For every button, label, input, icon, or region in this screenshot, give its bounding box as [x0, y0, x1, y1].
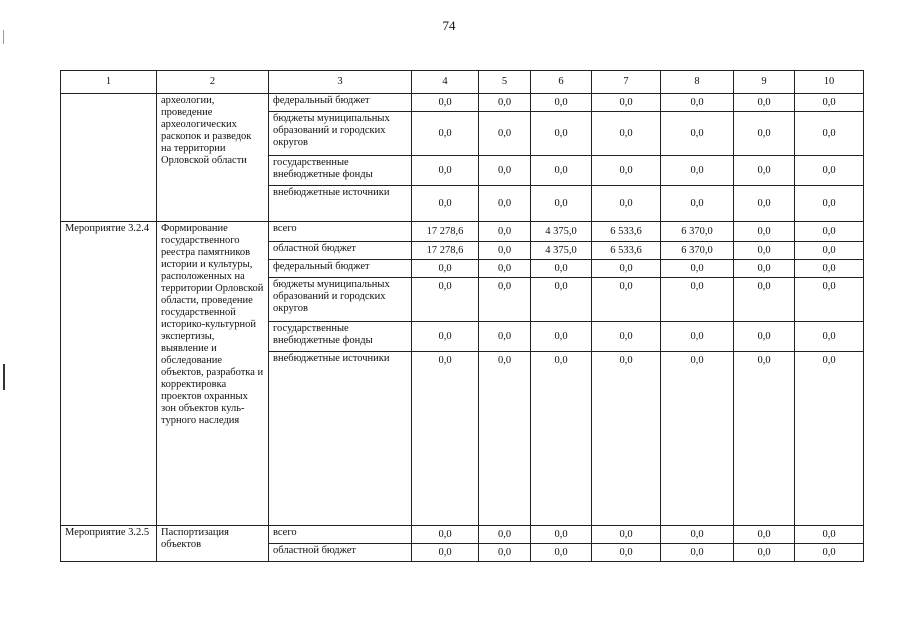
funding-source: федеральный бюджет: [269, 260, 412, 278]
activity-code-cell: [61, 526, 157, 562]
amount-cell: 0,0: [734, 544, 795, 562]
activity-name: археологии, проведение археологических раскопок и разведок на территории Орловской области: [161, 95, 252, 166]
amount-cell: 0,0: [592, 156, 661, 186]
amount-cell: 0,0: [795, 526, 864, 544]
scan-edge-mark: [3, 30, 4, 44]
budget-table: [60, 70, 864, 562]
amount-cell: 0,0: [531, 526, 592, 544]
amount-cell: 0,0: [734, 352, 795, 526]
table-row: [61, 222, 864, 242]
amount-cell: 0,0: [734, 260, 795, 278]
amount-cell: 0,0: [661, 260, 734, 278]
amount-cell: 0,0: [795, 222, 864, 242]
activity-code-cell: [61, 94, 157, 222]
amount-cell: 0,0: [479, 222, 531, 242]
amount-cell: 0,0: [479, 352, 531, 526]
activity-code: Мероприятие 3.2.4: [65, 223, 150, 234]
amount-cell: 0,0: [592, 278, 661, 322]
amount-cell: 0,0: [592, 526, 661, 544]
amount-cell: 0,0: [661, 278, 734, 322]
amount-cell: 0,0: [412, 544, 479, 562]
amount-cell: 0,0: [479, 186, 531, 222]
column-header: 1: [61, 71, 157, 94]
amount-cell: 6 533,6: [592, 242, 661, 260]
amount-cell: 0,0: [592, 352, 661, 526]
amount-cell: 0,0: [531, 278, 592, 322]
amount-cell: 0,0: [412, 352, 479, 526]
amount-cell: 0,0: [412, 94, 479, 112]
column-header: 10: [795, 71, 864, 94]
table-row: [61, 94, 864, 112]
scan-edge-mark: [3, 364, 5, 390]
funding-source: государственные внебюджетные фонды: [269, 156, 412, 186]
amount-cell: 0,0: [661, 544, 734, 562]
amount-cell: 0,0: [531, 544, 592, 562]
amount-cell: 0,0: [734, 156, 795, 186]
amount-cell: 0,0: [734, 112, 795, 156]
amount-cell: 0,0: [412, 186, 479, 222]
amount-cell: 0,0: [531, 94, 592, 112]
amount-cell: 0,0: [479, 260, 531, 278]
amount-cell: 0,0: [479, 242, 531, 260]
amount-cell: 0,0: [734, 222, 795, 242]
amount-cell: 0,0: [795, 322, 864, 352]
funding-source: всего: [269, 526, 412, 544]
amount-cell: 0,0: [479, 156, 531, 186]
amount-cell: 0,0: [592, 94, 661, 112]
amount-cell: 0,0: [412, 260, 479, 278]
amount-cell: 0,0: [412, 112, 479, 156]
activity-name-cell: [157, 526, 269, 562]
amount-cell: 0,0: [795, 112, 864, 156]
amount-cell: 0,0: [531, 352, 592, 526]
funding-source: бюджеты муниципальных образований и городских округов: [269, 278, 412, 322]
amount-cell: 0,0: [795, 156, 864, 186]
amount-cell: 0,0: [479, 526, 531, 544]
activity-code: Мероприятие 3.2.5: [65, 527, 150, 538]
amount-cell: 0,0: [661, 526, 734, 544]
activity-name: Паспортизация объектов: [161, 527, 229, 550]
amount-cell: 0,0: [592, 544, 661, 562]
amount-cell: 0,0: [795, 186, 864, 222]
amount-cell: 0,0: [734, 322, 795, 352]
amount-cell: 0,0: [531, 112, 592, 156]
funding-source: федеральный бюджет: [269, 94, 412, 112]
amount-cell: 0,0: [661, 186, 734, 222]
amount-cell: 6 533,6: [592, 222, 661, 242]
column-header: 7: [592, 71, 661, 94]
activity-name: Формирование государственного реестра памятников истории и культуры, расположенных на территории Орловской области, проведение государственной историко-культурной экспертизы, выявление и обследование объектов, разработка и корректировка проектов охранных зон объектов куль-турного наследия: [161, 223, 264, 426]
amount-cell: 0,0: [661, 352, 734, 526]
funding-source: внебюджетные источники: [269, 186, 412, 222]
amount-cell: 0,0: [479, 322, 531, 352]
amount-cell: 0,0: [412, 278, 479, 322]
amount-cell: 0,0: [661, 112, 734, 156]
amount-cell: 0,0: [734, 242, 795, 260]
column-header: 8: [661, 71, 734, 94]
amount-cell: 0,0: [479, 544, 531, 562]
amount-cell: 6 370,0: [661, 222, 734, 242]
amount-cell: 0,0: [734, 278, 795, 322]
column-header: 6: [531, 71, 592, 94]
activity-name-cell: [157, 222, 269, 526]
funding-source: областной бюджет: [269, 242, 412, 260]
amount-cell: 0,0: [412, 526, 479, 544]
amount-cell: 4 375,0: [531, 242, 592, 260]
amount-cell: 0,0: [592, 112, 661, 156]
header-row: [61, 71, 864, 94]
funding-source: областной бюджет: [269, 544, 412, 562]
amount-cell: 0,0: [592, 322, 661, 352]
amount-cell: 17 278,6: [412, 242, 479, 260]
amount-cell: 0,0: [795, 94, 864, 112]
amount-cell: 0,0: [734, 526, 795, 544]
amount-cell: 0,0: [795, 242, 864, 260]
amount-cell: 0,0: [795, 544, 864, 562]
amount-cell: 0,0: [661, 156, 734, 186]
amount-cell: 4 375,0: [531, 222, 592, 242]
amount-cell: 0,0: [479, 94, 531, 112]
amount-cell: 0,0: [592, 260, 661, 278]
amount-cell: 0,0: [531, 260, 592, 278]
funding-source: внебюджетные источники: [269, 352, 412, 526]
amount-cell: 0,0: [531, 322, 592, 352]
amount-cell: 0,0: [479, 112, 531, 156]
table-row: [61, 526, 864, 544]
amount-cell: 0,0: [734, 186, 795, 222]
amount-cell: 0,0: [795, 352, 864, 526]
amount-cell: 0,0: [592, 186, 661, 222]
funding-source: всего: [269, 222, 412, 242]
amount-cell: 0,0: [661, 94, 734, 112]
page-number: 74: [442, 18, 456, 33]
activity-code-cell: [61, 222, 157, 526]
amount-cell: 0,0: [795, 278, 864, 322]
amount-cell: 0,0: [479, 278, 531, 322]
funding-source: государственные внебюджетные фонды: [269, 322, 412, 352]
column-header: 2: [157, 71, 269, 94]
amount-cell: 6 370,0: [661, 242, 734, 260]
amount-cell: 17 278,6: [412, 222, 479, 242]
amount-cell: 0,0: [412, 322, 479, 352]
funding-source: бюджеты муниципальных образований и городских округов: [269, 112, 412, 156]
column-header: 4: [412, 71, 479, 94]
activity-name-cell: [157, 94, 269, 222]
amount-cell: 0,0: [412, 156, 479, 186]
amount-cell: 0,0: [795, 260, 864, 278]
column-header: 5: [479, 71, 531, 94]
column-header: 9: [734, 71, 795, 94]
amount-cell: 0,0: [531, 186, 592, 222]
amount-cell: 0,0: [531, 156, 592, 186]
column-header: 3: [269, 71, 412, 94]
amount-cell: 0,0: [661, 322, 734, 352]
amount-cell: 0,0: [734, 94, 795, 112]
